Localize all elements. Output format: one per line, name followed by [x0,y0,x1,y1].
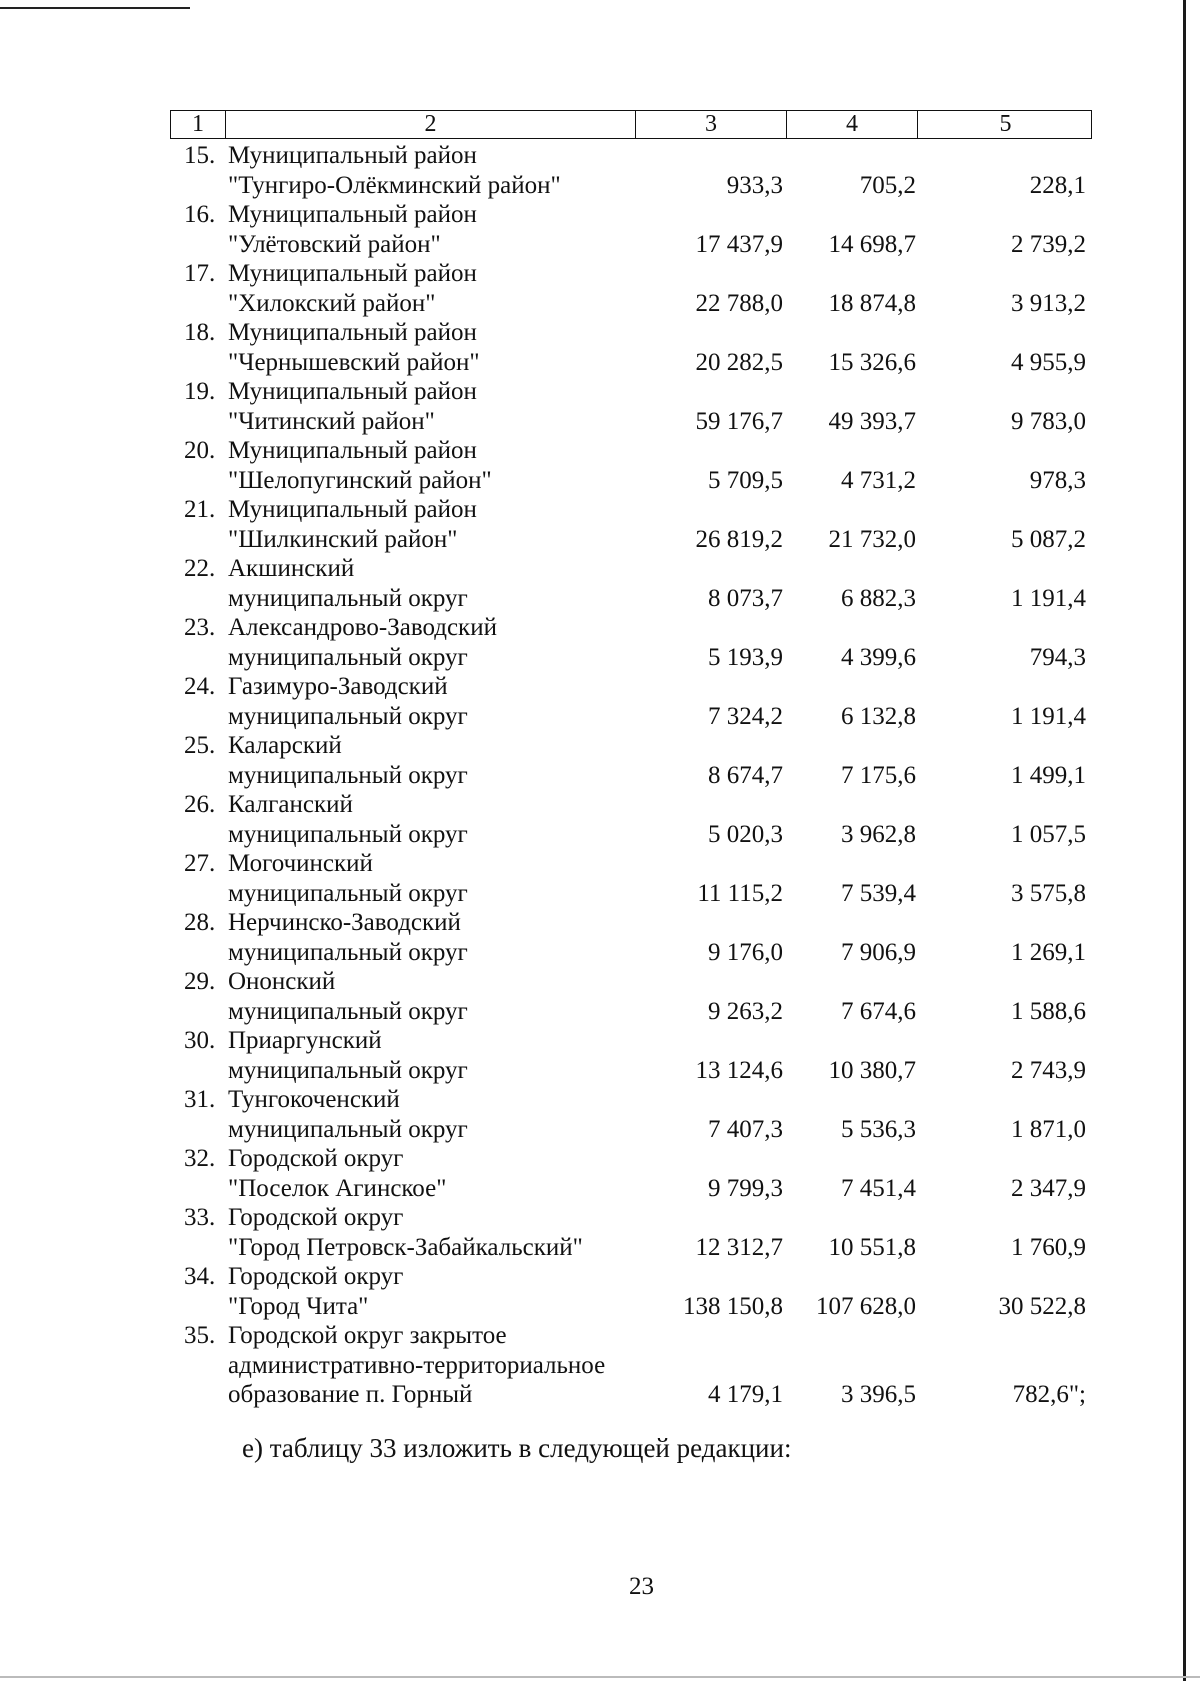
table-row [170,436,1092,495]
row-number: 16. [184,201,216,228]
municipality-name-line: муниципальный округ [228,761,468,789]
municipality-name [224,200,634,259]
value-col-5: 3 913,2 [1011,289,1086,317]
value-col-5: 1 871,0 [1011,1115,1086,1143]
value-col-4: 21 732,0 [828,525,916,553]
row-number: 35. [184,1322,216,1349]
value-col-5: 1 499,1 [1011,761,1086,789]
value-col-5: 1 760,9 [1011,1233,1086,1261]
table-row [170,908,1092,967]
municipality-name [224,1203,634,1262]
municipality-name [224,318,634,377]
column-header-5: 5 [917,111,1093,138]
value-col-4: 7 539,4 [841,879,916,907]
municipality-name [224,731,634,790]
row-number: 18. [184,319,216,346]
value-col-5: 2 739,2 [1011,230,1086,258]
row-number: 25. [184,732,216,759]
table-row [170,1203,1092,1262]
value-col-5: 1 057,5 [1011,820,1086,848]
column-header-3: 3 [635,111,786,138]
municipality-name [224,495,634,554]
municipality-name [224,613,634,672]
municipality-name [224,259,634,318]
municipality-name-line: "Читинский район" [228,407,435,435]
municipality-name-line: Муниципальный район [228,260,477,287]
scan-bottom-edge [0,1676,1200,1678]
municipality-name-line: Муниципальный район [228,378,477,405]
row-number: 21. [184,496,216,523]
value-col-5: 5 087,2 [1011,525,1086,553]
column-header-4: 4 [786,111,917,138]
value-col-4: 15 326,6 [828,348,916,376]
page-number: 23 [629,1573,654,1600]
row-number: 30. [184,1027,216,1054]
municipality-name-line: муниципальный округ [228,1056,468,1084]
municipality-name [224,849,634,908]
value-col-3: 5 193,9 [708,643,783,671]
table-row [170,318,1092,377]
value-col-5: 1 588,6 [1011,997,1086,1025]
row-number: 27. [184,850,216,877]
municipality-name-line: муниципальный округ [228,997,468,1025]
municipality-name-line: "Хилокский район" [228,289,436,317]
row-number: 28. [184,909,216,936]
scan-right-edge [1183,0,1186,1681]
municipality-name-line: "Чернышевский район" [228,348,480,376]
value-col-5: 1 269,1 [1011,938,1086,966]
value-col-5: 4 955,9 [1011,348,1086,376]
municipality-name-line: Акшинский [228,555,355,582]
scan-top-rule [0,7,190,9]
municipality-name-line: муниципальный округ [228,643,468,671]
municipality-name-line: муниципальный округ [228,1115,468,1143]
value-col-3: 20 282,5 [695,348,783,376]
value-col-3: 138 150,8 [683,1292,783,1320]
value-col-5: 2 743,9 [1011,1056,1086,1084]
table-body [170,141,1092,1410]
value-col-5: 9 783,0 [1011,407,1086,435]
column-number-header [170,110,1092,139]
municipality-name-line: "Город Петровск-Забайкальский" [228,1233,583,1261]
table-row [170,672,1092,731]
table-row [170,1144,1092,1203]
row-number: 32. [184,1145,216,1172]
municipality-name [224,967,634,1026]
value-col-5: 30 522,8 [998,1292,1086,1320]
value-col-5: 794,3 [1029,643,1086,671]
value-col-4: 5 536,3 [841,1115,916,1143]
value-col-5: 228,1 [1029,171,1086,199]
value-col-4: 3 962,8 [841,820,916,848]
row-number: 29. [184,968,216,995]
value-col-3: 13 124,6 [695,1056,783,1084]
value-col-4: 4 399,6 [841,643,916,671]
value-col-4: 7 906,9 [841,938,916,966]
table-row [170,731,1092,790]
value-col-3: 59 176,7 [695,407,783,435]
value-col-3: 5 020,3 [708,820,783,848]
value-col-4: 107 628,0 [816,1292,916,1320]
municipality-name [224,436,634,495]
municipality-name-line: Могочинский [228,850,373,877]
municipality-name-line: Городской округ [228,1263,404,1290]
municipality-name-line: Газимуро-Заводский [228,673,448,700]
municipality-name-line: "Шилкинский район" [228,525,458,553]
municipality-name [224,141,634,200]
municipality-name [224,1262,634,1321]
municipality-name-line: административно-территориальное [228,1351,606,1379]
value-col-3: 8 073,7 [708,584,783,612]
value-col-4: 49 393,7 [828,407,916,435]
value-col-5: 1 191,4 [1011,584,1086,612]
municipality-name-line: Городской округ [228,1145,404,1172]
municipality-name [224,1321,634,1410]
value-col-4: 6 882,3 [841,584,916,612]
value-col-4: 10 551,8 [828,1233,916,1261]
municipality-name-line: Александрово-Заводский [228,614,497,641]
municipality-name-line: муниципальный округ [228,584,468,612]
value-col-3: 12 312,7 [695,1233,783,1261]
value-col-4: 7 451,4 [841,1174,916,1202]
row-number: 19. [184,378,216,405]
value-col-4: 7 674,6 [841,997,916,1025]
table-row [170,495,1092,554]
value-col-3: 8 674,7 [708,761,783,789]
table-row [170,1262,1092,1321]
municipality-name [224,554,634,613]
value-col-4: 6 132,8 [841,702,916,730]
row-number: 26. [184,791,216,818]
value-col-3: 4 179,1 [708,1381,783,1408]
table-row [170,259,1092,318]
municipality-name-line: Тунгокоченский [228,1086,400,1113]
row-number: 34. [184,1263,216,1290]
value-col-3: 7 407,3 [708,1115,783,1143]
value-col-3: 9 799,3 [708,1174,783,1202]
amendment-note: е) таблицу 33 изложить в следующей редакции: [242,1433,792,1463]
column-header-2: 2 [225,111,635,138]
table-row [170,1321,1092,1410]
municipality-name-line: Калганский [228,791,353,818]
value-col-5: 3 575,8 [1011,879,1086,907]
value-col-5: 2 347,9 [1011,1174,1086,1202]
value-col-3: 26 819,2 [695,525,783,553]
value-col-3: 933,3 [726,171,783,199]
row-number: 31. [184,1086,216,1113]
value-col-4: 18 874,8 [828,289,916,317]
value-col-3: 5 709,5 [708,466,783,494]
municipality-name-line: муниципальный округ [228,938,468,966]
row-number: 22. [184,555,216,582]
table-row [170,141,1092,200]
value-col-3: 22 788,0 [695,289,783,317]
table-row [170,1085,1092,1144]
table-row [170,849,1092,908]
municipality-name-line: Муниципальный район [228,496,477,523]
budget-table [170,110,1092,1410]
municipality-name-line: "Шелопугинский район" [228,466,492,494]
municipality-name [224,672,634,731]
value-col-5: 1 191,4 [1011,702,1086,730]
municipality-name-line: "Улётовский район" [228,230,441,258]
value-col-3: 11 115,2 [697,879,783,907]
municipality-name-line: "Тунгиро-Олёкминский район" [228,171,561,199]
table-row [170,554,1092,613]
value-col-4: 7 175,6 [841,761,916,789]
value-col-3: 9 263,2 [708,997,783,1025]
value-col-4: 14 698,7 [828,230,916,258]
value-col-3: 17 437,9 [695,230,783,258]
row-number: 33. [184,1204,216,1231]
municipality-name-line: муниципальный округ [228,820,468,848]
value-col-4: 705,2 [859,171,916,199]
municipality-name-line: Муниципальный район [228,201,477,228]
municipality-name [224,1144,634,1203]
table-row [170,377,1092,436]
municipality-name-line: Городской округ закрытое [228,1322,507,1349]
value-col-4: 4 731,2 [841,466,916,494]
municipality-name [224,908,634,967]
municipality-name-line: образование п. Горный [228,1381,473,1408]
municipality-name-line: Каларский [228,732,342,759]
municipality-name [224,1085,634,1144]
municipality-name-line: Муниципальный район [228,437,477,464]
column-header-1: 1 [192,111,204,137]
municipality-name [224,1026,634,1085]
row-number: 24. [184,673,216,700]
municipality-name-line: "Город Чита" [228,1292,369,1320]
municipality-name-line: муниципальный округ [228,879,468,907]
municipality-name-line: Ононский [228,968,336,995]
municipality-name-line: Приаргунский [228,1027,382,1054]
table-row [170,613,1092,672]
municipality-name-line: Городской округ [228,1204,404,1231]
value-col-3: 9 176,0 [708,938,783,966]
municipality-name-line: муниципальный округ [228,702,468,730]
row-number: 15. [184,142,216,169]
value-col-5: 782,6"; [1012,1381,1086,1408]
value-col-3: 7 324,2 [708,702,783,730]
table-row [170,1026,1092,1085]
row-number: 23. [184,614,216,641]
municipality-name [224,377,634,436]
table-row [170,967,1092,1026]
row-number: 17. [184,260,216,287]
municipality-name [224,790,634,849]
value-col-5: 978,3 [1029,466,1086,494]
table-row [170,200,1092,259]
table-row [170,790,1092,849]
municipality-name-line: "Поселок Агинское" [228,1174,447,1202]
municipality-name-line: Муниципальный район [228,319,477,346]
row-number: 20. [184,437,216,464]
value-col-4: 10 380,7 [828,1056,916,1084]
municipality-name-line: Нерчинско-Заводский [228,909,461,936]
municipality-name-line: Муниципальный район [228,142,477,169]
value-col-4: 3 396,5 [841,1381,916,1408]
